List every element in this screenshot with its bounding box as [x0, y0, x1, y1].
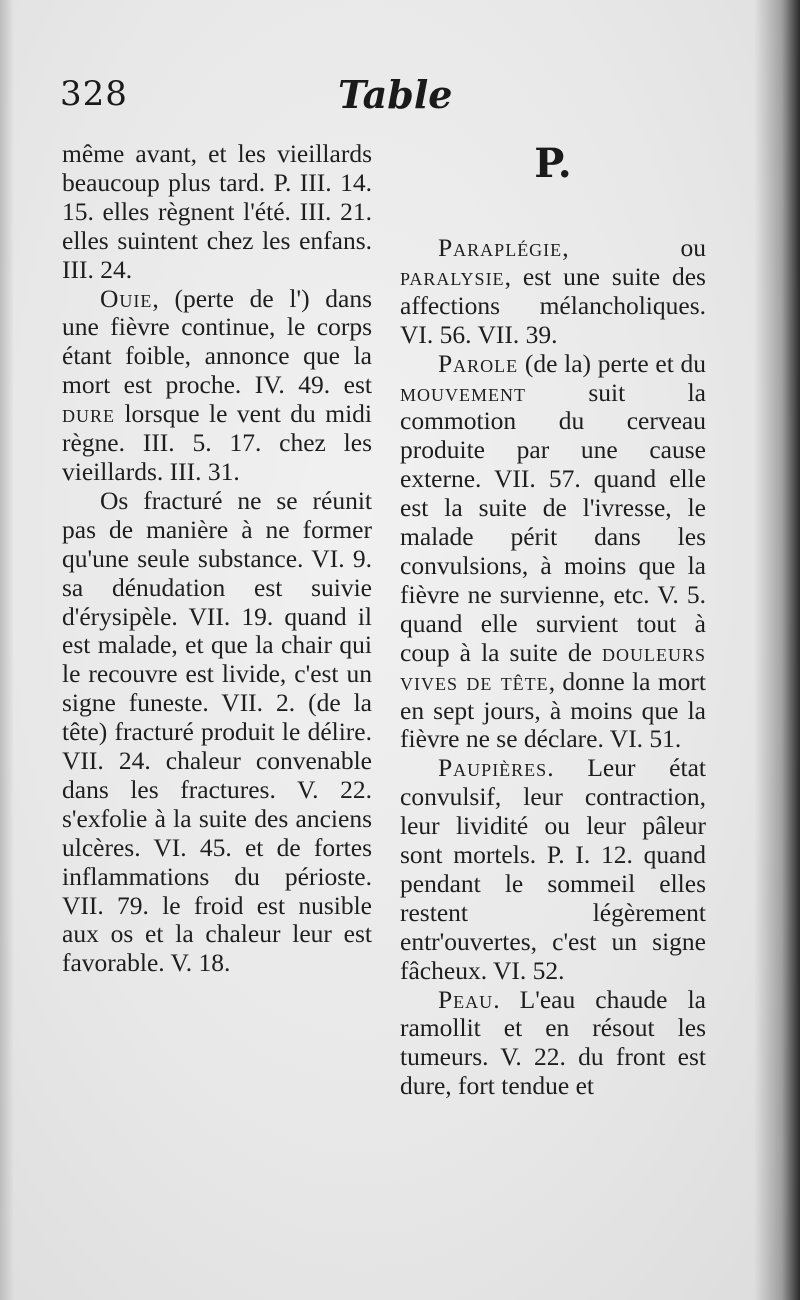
entry-text: , ou [562, 233, 706, 262]
keyword-douleurs: douleurs vives de tête [400, 637, 706, 696]
left-column [62, 140, 372, 978]
keyword-mouvement: mouvement [400, 377, 526, 407]
entry-text: lorsque le vent du midi règne. III. 5. 17. chez les vieillards. III. 31. [62, 399, 372, 486]
entry-continuation: même avant, et les vieillards beaucoup plus tard. P. III. 14. 15. elles règnent l'été. III. 21. elles suintent chez les enfans. III. 24. [62, 139, 372, 284]
keyword-dure: dure [62, 399, 115, 429]
headword-parole: Parole [438, 348, 519, 378]
headword-paralysie: paralysie [400, 261, 505, 291]
page-shadow-left [0, 0, 14, 1300]
entry-text: , est une suite des affections mélancholiques. VI. 56. VII. 39. [400, 261, 706, 349]
entry-ouie [62, 285, 372, 487]
entry-paraplegie [400, 234, 706, 350]
right-column [400, 140, 706, 1101]
entry-text: , (perte de l') dans une fièvre continue, le corps étant foible, annonce que la mort est proche. IV. 49. est [62, 283, 372, 400]
headword-peau: Peau [438, 984, 494, 1014]
headword-ouie: Ouie [100, 283, 153, 313]
page-shadow-right [754, 0, 800, 1300]
entry-paupieres [400, 754, 706, 985]
entry-peau [400, 986, 706, 1102]
section-letter: P. [534, 140, 572, 187]
entry-text: (de la) perte et du [518, 348, 706, 378]
page-number: 328 [60, 74, 128, 114]
headword-paraplegie: Paraplégie [438, 233, 563, 262]
entry-text: , donne la mort en sept jours, à moins que la fièvre ne se déclare. VI. 51. [400, 666, 706, 754]
entry-parole [400, 350, 706, 755]
page-header [60, 68, 720, 128]
entry-text: suit la commotion du cerveau produite par une cause externe. VII. 57. quand elle est la suite de l'ivresse, le malade périt dans les convulsions, à moins que la fièvre ne survienne, etc. V. 5. quand elle survient tout à coup à la suite de [400, 377, 706, 667]
entry-text: . Leur état convulsif, leur contraction, leur lividité ou leur pâleur sont mortels. P. I. 12. quand pendant le sommeil elles restent légèrement entr'ouvertes, c'est un signe fâcheux. VI. 52. [400, 753, 706, 985]
entry-text: . L'eau chaude la ramollit et en résout les tumeurs. V. 22. du front est dure, fort tendue et [400, 984, 706, 1101]
entry-os: Os fracturé ne se réunit pas de manière à ne former qu'une seule substance. VI. 9. sa dénudation est suivie d'érysipèle. VII. 19. quand il est malade, et que la chair qui le recouvre est livide, c'est un signe funeste. VII. 2. (de la tête) fracturé produit le délire. VII. 24. chaleur convenable dans les fractures. V. 22. s'exfolie à la suite des anciens ulcères. VI. 45. et de fortes inflammations du périoste. VII. 79. le froid est nusible aux os et la chaleur leur est favorable. V. 18. [62, 485, 372, 978]
headword-paupieres: Paupières [438, 753, 548, 783]
running-title: Table [338, 72, 453, 117]
